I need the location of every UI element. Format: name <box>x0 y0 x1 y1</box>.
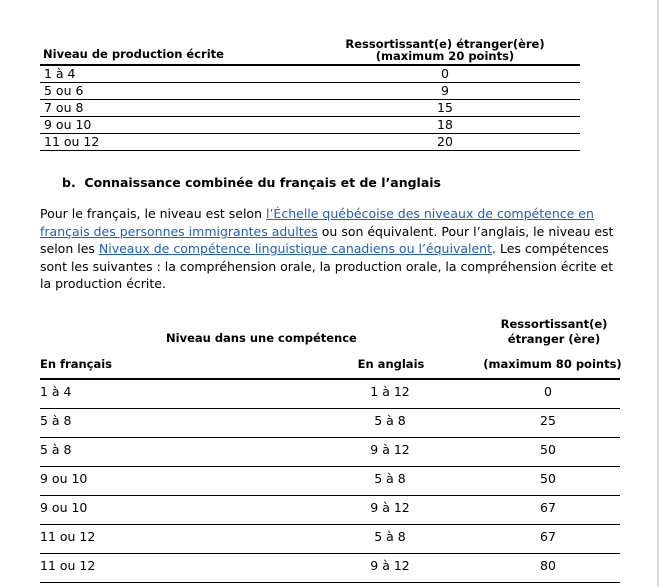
points-cell: 18 <box>437 117 453 132</box>
header-foreign-national-line1: Ressortissant(e) étranger(ère) <box>345 37 545 51</box>
french-level-cell: 5 à 8 <box>40 442 72 457</box>
paragraph-text-3: . Les compétences sont les suivantes : la compréhension orale, la production orale, la compréhension écrite et la production écrite. <box>40 241 614 291</box>
header-competence-level: Niveau dans une compétence <box>166 331 357 345</box>
french-level-cell: 11 ou 12 <box>40 529 96 544</box>
points-cell: 67 <box>540 529 556 544</box>
english-level-cell: 9 à 12 <box>370 500 410 515</box>
quebec-scale-link[interactable]: l’Échelle québécoise des niveaux de compétence en français des personnes immigrantes adultes <box>40 206 594 239</box>
header-english: En anglais <box>357 357 425 371</box>
header-foreign-national <box>336 38 554 62</box>
points-cell: 20 <box>437 134 453 149</box>
canadian-benchmarks-link[interactable]: Niveaux de compétence linguistique canadiens ou l’équivalent <box>98 241 492 256</box>
points-cell: 67 <box>540 500 556 515</box>
table-row <box>40 83 580 100</box>
english-level-cell: 1 à 12 <box>370 384 410 399</box>
points-cell: 50 <box>540 442 556 457</box>
english-level-cell: 9 à 12 <box>370 558 410 573</box>
english-level-cell: 9 à 12 <box>370 442 410 457</box>
table-row <box>40 66 580 83</box>
points-cell: 25 <box>540 413 556 428</box>
level-cell: 7 ou 8 <box>44 100 84 115</box>
combined-table-body <box>40 380 620 583</box>
header-foreign-national-line2: (maximum 20 points) <box>375 49 515 63</box>
table-row <box>40 100 580 117</box>
points-cell: 15 <box>437 100 453 115</box>
paragraph-text-1: Pour le français, le niveau est selon <box>40 206 266 221</box>
points-cell: 80 <box>540 558 556 573</box>
french-level-cell: 1 à 4 <box>40 384 72 399</box>
table-row <box>40 467 620 496</box>
table-row <box>40 438 620 467</box>
header-foreign-national <box>488 317 620 347</box>
table-row <box>40 409 620 438</box>
table-row <box>40 525 620 554</box>
writing-level-table <box>40 38 580 151</box>
table-row <box>40 554 620 583</box>
header-max-points: (maximum 80 points) <box>483 357 622 371</box>
header-french: En français <box>40 357 113 371</box>
table-row <box>40 117 580 134</box>
header-foreign-national-line2: étranger (ère) <box>507 332 601 346</box>
header-foreign-national-line1: Ressortissant(e) <box>500 317 608 331</box>
level-cell: 5 ou 6 <box>44 83 84 98</box>
english-level-cell: 5 à 8 <box>374 471 406 486</box>
points-cell: 50 <box>540 471 556 486</box>
table-row <box>40 496 620 525</box>
points-cell: 0 <box>544 384 552 399</box>
level-cell: 11 ou 12 <box>44 134 100 149</box>
writing-level-table-header <box>40 38 580 66</box>
french-level-cell: 9 ou 10 <box>40 500 88 515</box>
paragraph-text-2: ou son équivalent. Pour l’anglais, le niveau est selon les <box>40 223 614 256</box>
level-cell: 9 ou 10 <box>44 117 92 132</box>
level-cell: 1 à 4 <box>44 66 76 81</box>
table-row <box>40 380 620 409</box>
french-level-cell: 9 ou 10 <box>40 471 88 486</box>
english-level-cell: 5 à 8 <box>374 413 406 428</box>
table-row <box>40 134 580 151</box>
header-writing-level: Niveau de production écrite <box>43 47 224 61</box>
points-cell: 9 <box>441 83 449 98</box>
section-heading: b. Connaissance combinée du français et de l’anglais <box>62 175 441 190</box>
french-level-cell: 5 à 8 <box>40 413 72 428</box>
french-level-cell: 11 ou 12 <box>40 558 96 573</box>
points-cell: 0 <box>441 66 449 81</box>
english-level-cell: 5 à 8 <box>374 529 406 544</box>
description-paragraph <box>40 205 615 293</box>
